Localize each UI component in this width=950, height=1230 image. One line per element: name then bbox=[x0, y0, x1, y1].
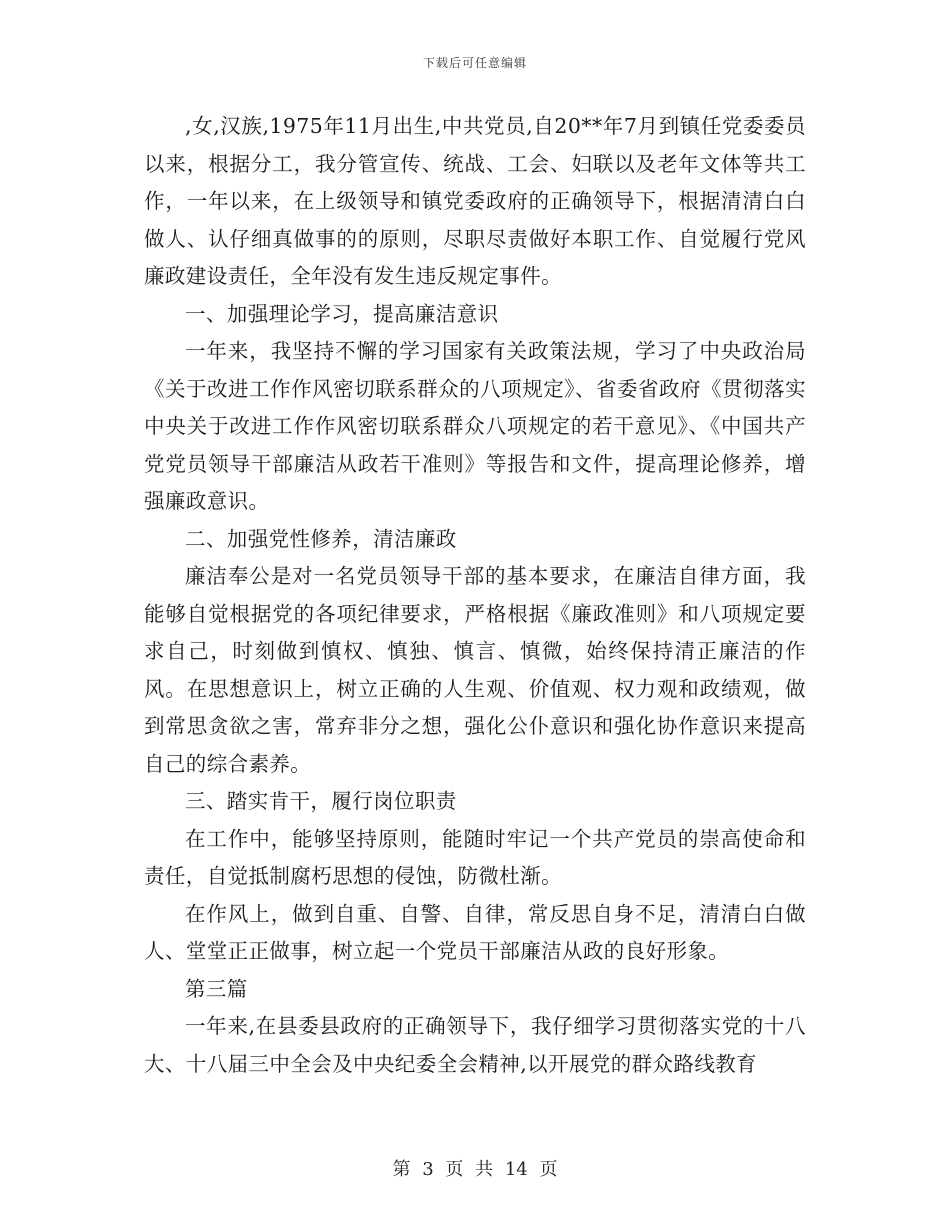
section-heading-2: 二、加强党性修养，清洁廉政 bbox=[185, 526, 457, 551]
document-body bbox=[144, 108, 806, 1083]
paragraph-party-spirit: 廉洁奉公是对一名党员领导干部的基本要求，在廉洁自律方面，我能够自觉根据党的各项纪律要求，严格根据《廉政准则》和八项规定要求自己，时刻做到慎权、慎独、慎言、慎微，始终保持清正廉洁的作风。在思想意识上，树立正确的人生观、价值观、权力观和政绩观，做到常思贪欲之害，常弃非分之想，强化公仆意识和强化协作意识来提高自己的综合素养。 bbox=[144, 564, 806, 776]
page-number-footer: 第 3 页 共 14 页 bbox=[392, 1159, 558, 1180]
paragraph-work-style: 在作风上，做到自重、自警、自律，常反思自身不足，清清白白做人、堂堂正正做事，树立起一个党员干部廉洁从政的良好形象。 bbox=[144, 901, 806, 963]
section-heading-3: 三、踏实肯干，履行岗位职责 bbox=[185, 789, 457, 813]
header-note: 下载后可任意编辑 bbox=[422, 56, 527, 70]
paragraph-theory-study: 一年来，我坚持不懈的学习国家有关政策法规，学习了中央政治局《关于改进工作作风密切联系群众的八项规定》、省委省政府《贯彻落实中央关于改进工作作风密切联系群众八项规定的若干意见》、《中国共产党党员领导干部廉洁从政若干准则》等报告和文件，提高理论修养，增强廉政意识。 bbox=[144, 339, 806, 513]
paragraph-intro: ,女,汉族,1975年11月出生,中共党员,自20**年7月到镇任党委委员以来，根据分工，我分管宣传、统战、工会、妇联以及老年文体等共工作，一年以来，在上级领导和镇党委政府的正确领导下，根据清清白白做人、认仔细真做事的的原则，尽职尽责做好本职工作、自觉履行党风廉政建设责任，全年没有发生违反规定事件。 bbox=[144, 114, 806, 288]
paragraph-part-three-start: 一年来,在县委县政府的正确领导下，我仔细学习贯彻落实党的十八大、十八届三中全会及中央纪委全会精神,以开展党的群众路线教育 bbox=[144, 1014, 806, 1076]
section-heading-part-three: 第三篇 bbox=[185, 976, 248, 1001]
paragraph-work-principles: 在工作中，能够坚持原则，能随时牢记一个共产党员的崇高使命和责任，自觉抵制腐朽思想的侵蚀，防微杜渐。 bbox=[144, 826, 806, 888]
section-heading-1: 一、加强理论学习，提高廉洁意识 bbox=[185, 301, 499, 326]
